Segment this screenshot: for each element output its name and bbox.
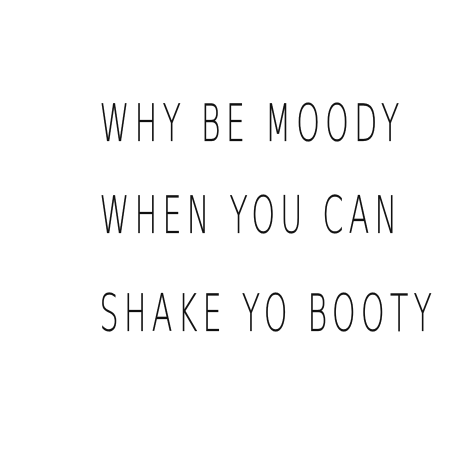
- quote-line-1: WHY BE MOODY: [99, 94, 405, 154]
- quote-line-2: WHEN YOU CAN: [99, 186, 403, 246]
- quote-line-3: SHAKE YO BOOTY: [99, 284, 438, 344]
